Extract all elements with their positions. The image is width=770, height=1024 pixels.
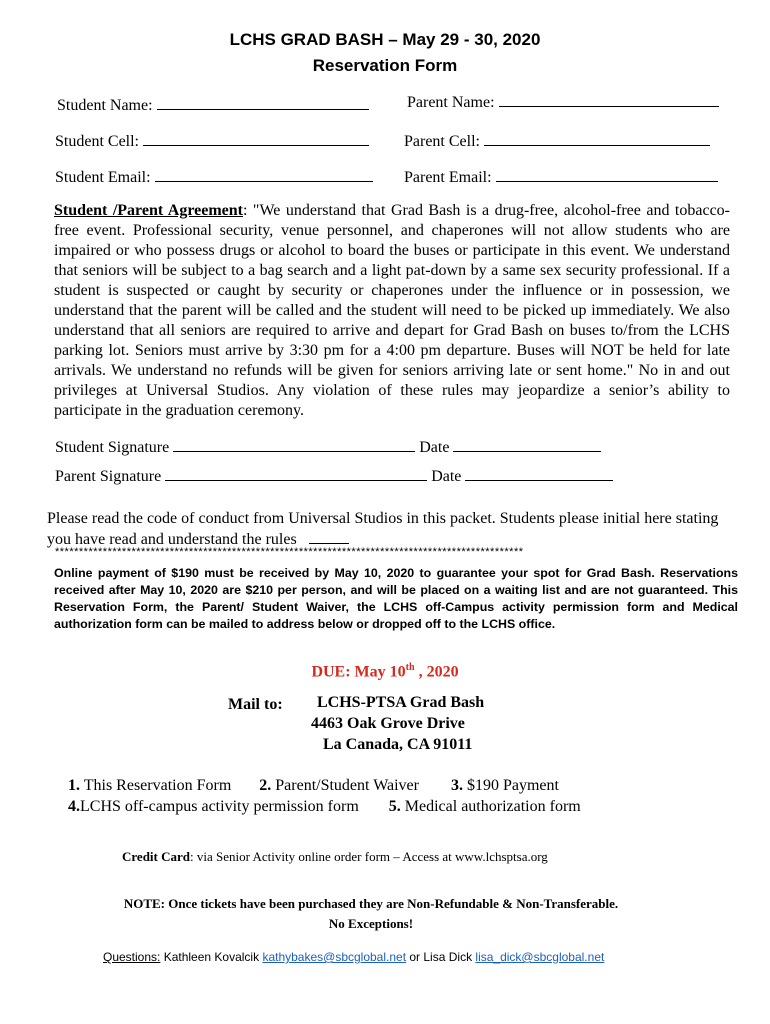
parent-email-field <box>404 167 718 187</box>
item-4-label: LCHS off-campus activity permission form <box>80 798 359 815</box>
parent-name-line[interactable] <box>499 92 719 107</box>
mail-to-label: Mail to: <box>228 696 283 713</box>
parent-cell-label: Parent Cell: <box>404 133 480 150</box>
agreement-text: : "We understand that Grad Bash is a drug-free, alcohol-free and tobacco-free event. Professional security, venue personnel, and chaperones will not allow students who are impaired or who possess drugs or alcohol to board the buses or participate in this event. We understand that seniors will be subject to a bag search and a light pat-down by a same sex security professional. If a student is suspected or caught by security or chaperones under the influence or in possession, we understand that the parent will be called and the student will need to be picked up immediately. We also understand that all seniors are required to arrive and depart for Grad Bash on buses to/from the LCHS parking lot. Seniors must arrive by 3:30 pm for a 4:00 pm departure. Buses will NOT be held for late arrivals. We understand no refunds will be given for seniors arriving late or sent home." No in and out privileges at Universal Studios. Any violation of these rules may jeopardize a senior’s ability to participate in the graduation ceremony. <box>54 202 730 419</box>
credit-card-label: Credit Card <box>122 849 191 864</box>
credit-card-text: : via Senior Activity online order form – Access at www.lchsptsa.org <box>190 849 548 864</box>
refund-note <box>66 894 676 934</box>
student-name-line[interactable] <box>157 95 369 110</box>
due-sup: th <box>405 662 415 673</box>
student-cell-line[interactable] <box>143 131 369 146</box>
parent-name-field <box>407 92 719 112</box>
address-line-3: La Canada, CA 91011 <box>323 736 473 753</box>
student-date-line[interactable] <box>453 437 601 452</box>
conduct-text: Please read the code of conduct from Universal Studios in this packet. Students please initial here stating you have read and understand the rules <box>47 510 719 548</box>
parent-signature-line[interactable] <box>165 466 427 481</box>
note-line-1: NOTE: Once tickets have been purchased they are Non-Refundable & Non-Transferable. <box>123 896 619 911</box>
parent-name-label: Parent Name: <box>407 94 495 111</box>
email-link-1[interactable]: kathybakes@sbcglobal.net <box>262 950 407 964</box>
item-4-number: 4. <box>68 798 80 815</box>
student-date-label: Date <box>419 439 450 456</box>
item-5-number: 5. <box>388 798 401 815</box>
student-signature-field <box>55 437 601 457</box>
page-subtitle: Reservation Form <box>312 56 458 75</box>
page-title: LCHS GRAD BASH – May 29 - 30, 2020 <box>229 30 541 49</box>
parent-email-line[interactable] <box>496 167 718 182</box>
student-email-line[interactable] <box>155 167 373 182</box>
parent-cell-line[interactable] <box>484 131 710 146</box>
credit-card-info <box>122 849 548 865</box>
parent-signature-label: Parent Signature <box>55 468 162 485</box>
address-line-2: 4463 Oak Grove Drive <box>311 715 465 732</box>
student-name-field <box>57 95 369 115</box>
student-name-label: Student Name: <box>57 97 153 114</box>
parent-date-line[interactable] <box>465 466 613 481</box>
student-cell-label: Student Cell: <box>55 133 139 150</box>
item-2-number: 2. <box>259 777 272 794</box>
note-line-2: No Exceptions! <box>328 916 414 931</box>
item-1-label: This Reservation Form <box>83 777 232 794</box>
contact-or: or Lisa Dick <box>406 950 476 964</box>
due-suffix: , 2020 <box>414 663 459 681</box>
item-2-label: Parent/Student Waiver <box>275 777 419 794</box>
student-email-label: Student Email: <box>55 169 151 186</box>
student-cell-field <box>55 131 369 151</box>
initials-line[interactable] <box>309 529 349 544</box>
item-5-label: Medical authorization form <box>404 798 581 815</box>
student-signature-line[interactable] <box>173 437 415 452</box>
checklist-row-1 <box>68 777 559 795</box>
parent-email-label: Parent Email: <box>404 169 492 186</box>
parent-signature-field <box>55 466 613 486</box>
agreement-paragraph <box>54 201 730 421</box>
agreement-heading: Student /Parent Agreement <box>54 202 243 219</box>
address-line-1: LCHS-PTSA Grad Bash <box>317 694 485 711</box>
due-date <box>0 662 770 681</box>
email-link-2[interactable]: lisa_dick@sbcglobal.net <box>475 950 605 964</box>
parent-date-label: Date <box>431 468 462 485</box>
separator-line: ************************************************************************************************** <box>55 546 524 558</box>
contact-name-1: Kathleen Kovalcik <box>160 950 263 964</box>
item-3-number: 3. <box>450 777 463 794</box>
student-email-field <box>55 167 373 187</box>
online-payment-notice: Online payment of $190 must be received by May 10, 2020 to guarantee your spot for Grad Bash. Reservations received after May 10, 2020 are $210 per person, and will be placed on a waiting list and are not guaranteed. This Reservation Form, the Parent/ Student Waiver, the LCHS off-Campus activity permission form and Medical authorization form can be mailed to address below or dropped off to the LCHS office. <box>54 566 738 631</box>
questions-label: Questions: <box>103 950 161 964</box>
student-signature-label: Student Signature <box>55 439 170 456</box>
checklist-row-2 <box>68 798 581 816</box>
parent-cell-field <box>404 131 710 151</box>
conduct-statement <box>47 509 737 550</box>
due-prefix: DUE: May 10 <box>311 663 406 681</box>
item-3-label: $190 Payment <box>466 777 559 794</box>
item-1-number: 1. <box>68 777 80 794</box>
questions-line <box>103 950 604 964</box>
